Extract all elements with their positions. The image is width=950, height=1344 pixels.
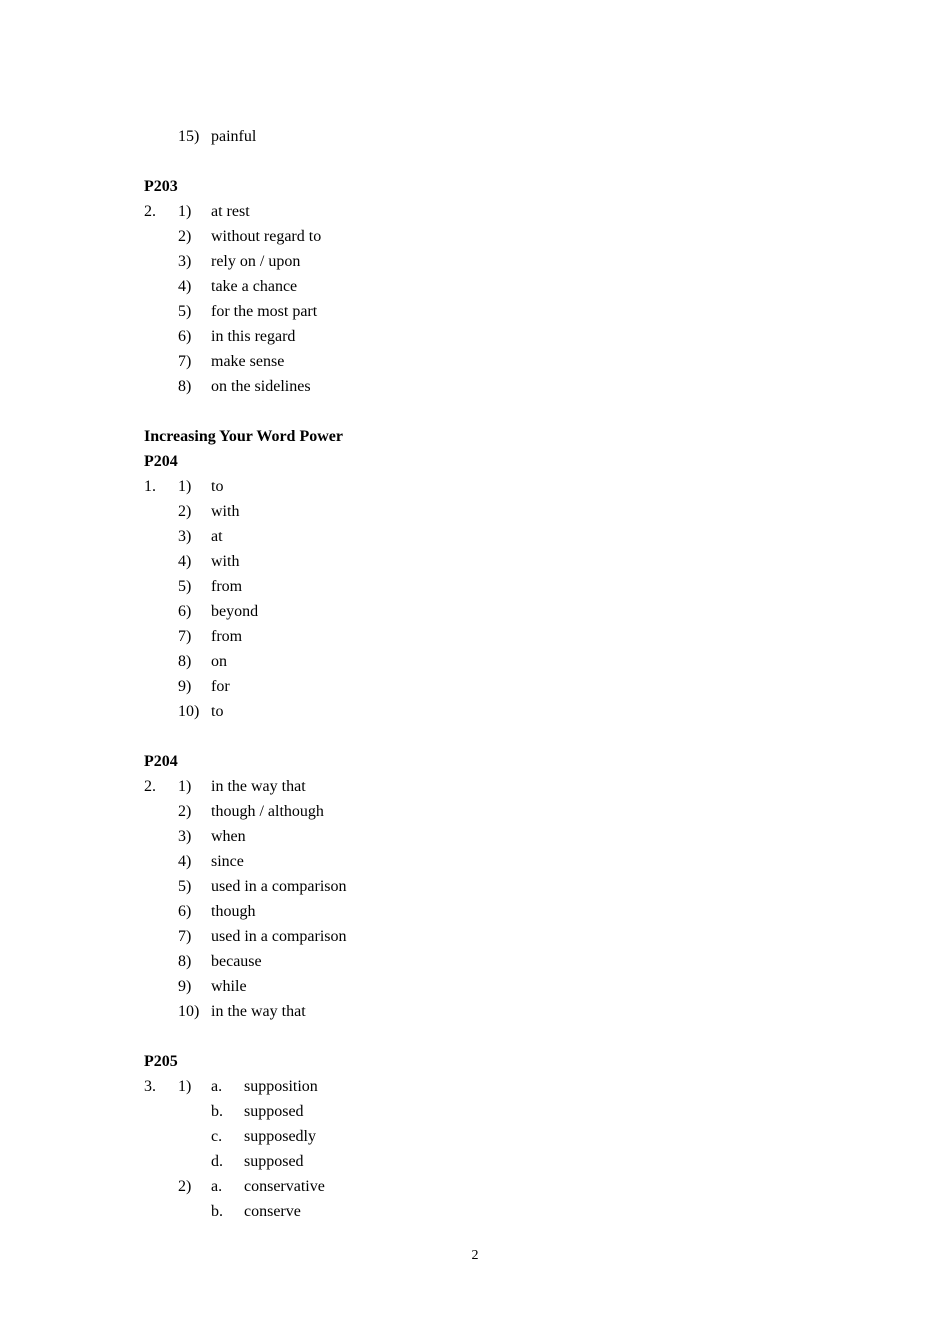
answer-row	[144, 499, 804, 524]
answer-row	[144, 199, 804, 224]
answer-row	[144, 899, 804, 924]
sub-letter: a.	[211, 1078, 223, 1095]
answer-text: with	[211, 503, 240, 520]
answer-row	[144, 274, 804, 299]
item-number: 6)	[178, 903, 192, 920]
answer-text: at	[211, 528, 223, 545]
answer-text: from	[211, 628, 243, 645]
sub-letter: d.	[211, 1153, 223, 1170]
item-number: 1)	[178, 778, 192, 795]
answer-row	[144, 474, 804, 499]
item-number: 3)	[178, 253, 192, 270]
sub-answer-row	[144, 1124, 804, 1149]
answer-text: make sense	[211, 353, 285, 370]
answer-row	[144, 999, 804, 1024]
answer-text: for the most part	[211, 303, 318, 320]
answer-row	[144, 849, 804, 874]
item-number: 10)	[178, 703, 200, 720]
answer-text: conservative	[244, 1178, 325, 1195]
item-number: 2)	[178, 1178, 192, 1195]
section-heading: P205	[144, 1053, 178, 1070]
item-number: 4)	[178, 278, 192, 295]
answer-row	[144, 649, 804, 674]
item-number: 7)	[178, 353, 192, 370]
answer-row	[144, 349, 804, 374]
answer-row	[144, 824, 804, 849]
answer-row	[144, 574, 804, 599]
answer-text: conserve	[244, 1203, 301, 1220]
answer-text: with	[211, 553, 240, 570]
blank-line	[144, 724, 804, 749]
answer-text: rely on / upon	[211, 253, 301, 270]
sub-letter: a.	[211, 1178, 223, 1195]
answer-text: though / although	[211, 803, 324, 820]
item-number: 9)	[178, 978, 192, 995]
section-heading: P203	[144, 178, 178, 195]
answer-row	[144, 299, 804, 324]
item-number: 2)	[178, 228, 192, 245]
answer-row	[144, 624, 804, 649]
answer-text: on	[211, 653, 227, 670]
answer-text: supposedly	[244, 1128, 316, 1145]
blank-line	[144, 1024, 804, 1049]
answer-row	[144, 374, 804, 399]
answer-text: to	[211, 478, 224, 495]
sub-answer-row	[144, 1174, 804, 1199]
item-number: 6)	[178, 603, 192, 620]
item-number: 8)	[178, 378, 192, 395]
answer-row	[144, 524, 804, 549]
answer-text: because	[211, 953, 262, 970]
sub-answer-row	[144, 1074, 804, 1099]
item-number: 7)	[178, 628, 192, 645]
answer-row	[144, 324, 804, 349]
exercise-number: 2.	[144, 778, 156, 795]
answer-text: since	[211, 853, 244, 870]
answer-row	[144, 224, 804, 249]
sub-letter: b.	[211, 1103, 223, 1120]
sub-answer-row	[144, 1199, 804, 1224]
answer-row	[144, 949, 804, 974]
item-number: 8)	[178, 953, 192, 970]
item-number: 9)	[178, 678, 192, 695]
answer-row	[144, 799, 804, 824]
item-number: 10)	[178, 1003, 200, 1020]
exercise-number: 1.	[144, 478, 156, 495]
section-heading: Increasing Your Word Power	[144, 428, 343, 445]
item-number: 7)	[178, 928, 192, 945]
answer-text: without regard to	[211, 228, 322, 245]
blank-line	[144, 399, 804, 424]
item-number: 4)	[178, 853, 192, 870]
answer-text: in the way that	[211, 1003, 306, 1020]
item-number: 2)	[178, 803, 192, 820]
answer-row	[144, 874, 804, 899]
item-number: 3)	[178, 828, 192, 845]
answer-row	[144, 549, 804, 574]
sub-letter: b.	[211, 1203, 223, 1220]
item-number: 1)	[178, 1078, 192, 1095]
answer-text: used in a comparison	[211, 928, 347, 945]
answer-row	[144, 774, 804, 799]
item-number: 1)	[178, 478, 192, 495]
answer-row	[144, 699, 804, 724]
item-number: 2)	[178, 503, 192, 520]
exercise-number: 2.	[144, 203, 156, 220]
item-number: 3)	[178, 528, 192, 545]
answer-text: to	[211, 703, 224, 720]
item-number: 15)	[178, 128, 200, 145]
item-number: 6)	[178, 328, 192, 345]
exercise-number: 3.	[144, 1078, 156, 1095]
item-number: 1)	[178, 203, 192, 220]
answer-text: supposed	[244, 1153, 304, 1170]
item-number: 5)	[178, 578, 192, 595]
answer-row	[144, 249, 804, 274]
answer-row	[144, 974, 804, 999]
item-number: 4)	[178, 553, 192, 570]
answer-text: take a chance	[211, 278, 298, 295]
answer-row	[144, 924, 804, 949]
answer-row	[144, 124, 804, 149]
page-number: 2	[471, 1248, 479, 1263]
answer-row	[144, 599, 804, 624]
answer-key	[144, 124, 804, 1224]
item-number: 5)	[178, 303, 192, 320]
section-heading: P204	[144, 453, 178, 470]
item-number: 8)	[178, 653, 192, 670]
answer-text: in this regard	[211, 328, 296, 345]
answer-text: used in a comparison	[211, 878, 347, 895]
answer-text: painful	[211, 128, 257, 145]
section-heading: P204	[144, 753, 178, 770]
answer-row	[144, 674, 804, 699]
blank-line	[144, 149, 804, 174]
answer-text: from	[211, 578, 243, 595]
sub-answer-row	[144, 1149, 804, 1174]
answer-text: on the sidelines	[211, 378, 311, 395]
sub-answer-row	[144, 1099, 804, 1124]
answer-text: in the way that	[211, 778, 306, 795]
item-number: 5)	[178, 878, 192, 895]
answer-text: supposed	[244, 1103, 304, 1120]
answer-text: for	[211, 678, 230, 695]
sub-letter: c.	[211, 1128, 223, 1145]
answer-text: while	[211, 978, 247, 995]
answer-text: at rest	[211, 203, 250, 220]
answer-text: supposition	[244, 1078, 318, 1095]
answer-text: beyond	[211, 603, 259, 620]
answer-text: when	[211, 828, 246, 845]
answer-text: though	[211, 903, 256, 920]
